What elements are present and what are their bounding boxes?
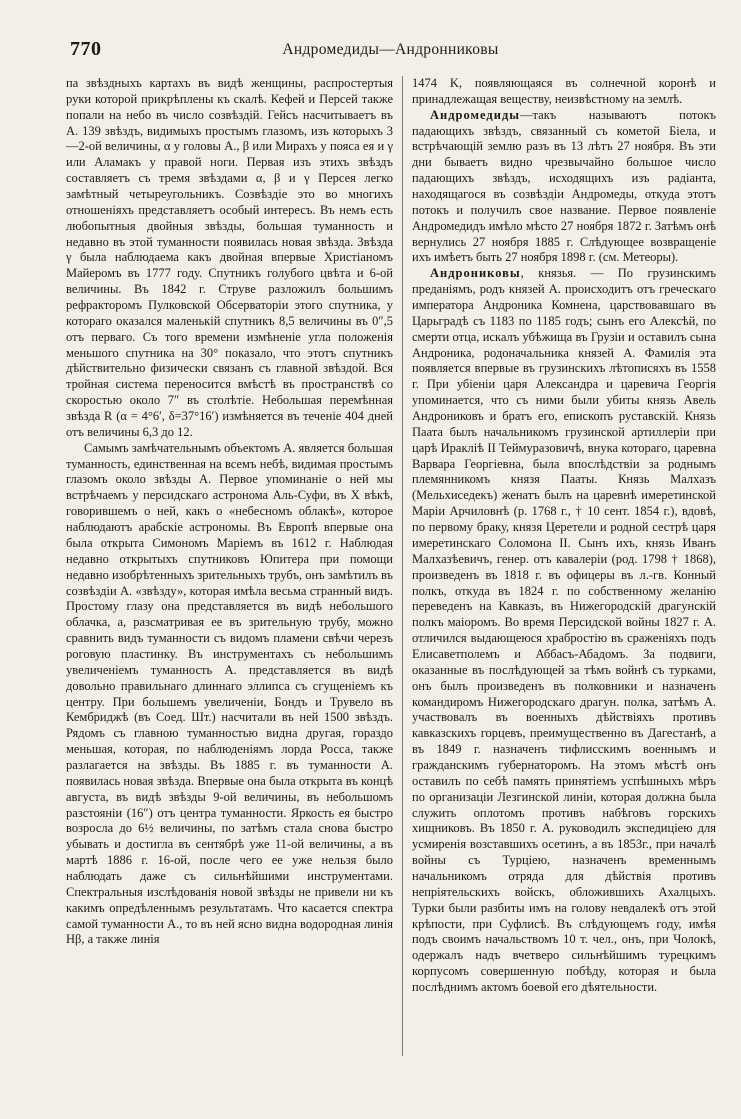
entry-text-andronikovs: , князья. — По грузинскимъ преданіямъ, родъ князей А. происходитъ отъ греческаго императора Андроника Комнена, царствовавшаго въ Царьградѣ съ 1183 по 1185 годъ; сынъ его Алексѣй, по смерти отца, искалъ убѣжища въ Грузіи и оставилъ сына Андроника, родоначальника князей А. Фамилія эта появляется впервые въ грузинскихъ лѣтописяхъ въ 1558 г. При убіеніи царя Александра и царевича Георгія упоминается, что съ ними были убиты князь Авель Андрониковъ и братъ его, епископъ руставскій. Князь Паата былъ начальникомъ грузинской артиллеріи при царѣ Иракліѣ II Теймуразовичѣ, внука котораго, царевна Варвара Георгіевна, была впослѣдствіи за роднымъ племянникомъ князя Пааты. Князь Малхазъ (Мельхиседекъ) женатъ былъ на царевнѣ имеретинской Маріи Арчиловнѣ (р. 1768 г., † 10 сент. 1854 г.), вдовѣ, по первому браку, князя Церетели и родной сестрѣ царя имеретинскаго Соломона II. Сынъ ихъ, князь Иванъ Малхазѣевичъ, генер. отъ кавалеріи (род. 1798 † 1868), произведенъ въ 1818 г. въ офицеры въ л.-гв. Конный полкъ, откуда въ 1824 г. по собственному желанію переведенъ на Кавказъ, въ Нижегородскій драгунскій полкъ маіоромъ. Во время Персидской войны 1827 г. А. отличился выдающеюся храбростію въ сраженіяхъ подъ Елисаветполемъ и Аббасъ-Абадомъ. За подвиги, оказанные въ послѣдующей за тѣмъ войнѣ съ турками, онъ былъ произведенъ въ полковники и назначенъ командиромъ Нижегородскаго драгун. полка, затѣмъ А. участвовалъ въ военныхъ дѣйствіяхъ противъ кавказскихъ горцевъ, преимущественно въ Дагестанѣ, а въ 1849 г. назначенъ тифлисскимъ военнымъ и гражданскимъ губернаторомъ. На этомъ мѣстѣ онъ оставилъ по себѣ память принятіемъ успѣшныхъ мѣръ по организаціи Лезгинской линіи, которая должна была служить оплотомъ противъ набѣговъ горскихъ хищниковъ. Въ 1850 г. А. руководилъ экспедиціею для усмиренія возставшихъ осетинъ, а въ 1853г., при началѣ войны съ Турціею, назначенъ временнымъ начальникомъ отряда для дѣйствія противъ непріятельскихъ войскъ, обложившихъ Ахалцыхъ. Турки были разбиты имъ на голову невдалекѣ отъ этой крѣпости, при Суфлисѣ. Въ слѣдующемъ году, имѣя подъ своимъ начальствомъ 10 т. чел., онъ, при Чолокѣ, одержалъ надъ вчетверо сильнѣйшимъ турецкимъ корпусомъ совершенную побѣду, которая и была послѣднимъ актомъ боевой его дѣятельности. xyxy=(412,266,716,994)
running-title: Андромедиды—Андронниковы xyxy=(282,41,499,58)
right-column xyxy=(412,76,716,996)
entry-text-andromedids: —такъ называютъ потокъ падающихъ звѣздъ, связанный съ кометой Біела, и встрѣчающій землю разъ въ 13 лѣтъ 27 ноября. Въ эти дни бываетъ видно чрезвычайно большое число падающихъ звѣздъ, исходящихъ изъ радіанта, находящагося въ созвѣздіи Андромеды, откуда этотъ потокъ и получилъ свое название. Первое появленіе Андромедидъ имѣло мѣсто 27 ноября 1872 г. Затѣмъ онѣ вернулись 27 ноября 1885 г. Слѣдующее возвращеніе ихъ имѣетъ быть 27 ноября 1898 г. (см. Метеоры). xyxy=(412,107,716,265)
left-column xyxy=(66,76,393,948)
entry-term-andromedids: Андромедиды xyxy=(430,107,521,122)
page-number: 770 xyxy=(70,38,102,60)
entry-term-andronikovs: Андрониковы xyxy=(430,266,521,281)
paragraph-andromeda-stars: па звѣздныхъ картахъ въ видѣ женщины, распростертыя руки которой прикрѣплены къ скалѣ. Кефей и Персей также попали на небо въ число созвѣздій. Гейсъ насчитываетъ въ А. 139 звѣздъ, видимыхъ простымъ глазомъ, изъ которыхъ 3—2-ой величины, α у головы А., β или Мирахъ у пояса ея и γ или Аламакъ у правой ноги. Первая изъ этихъ звѣздъ составляетъ съ тремя звѣздами α, β и γ Персея легко замѣтный четыреугольникъ. Созвѣздіе это во многихъ отношеніяхъ представляетъ особый интересъ. Въ немъ есть любопытныя двойныя звѣзды, большая туманность и недавно въ этой туманности появилась новая звѣзда. Звѣзда γ была наблюдаема какъ двойная впервые Христіаномъ Майеромъ въ 1777 году. Спутникъ голубого цвѣта и 6-ой величины. Въ 1842 г. Струве разложилъ большимъ рефракторомъ Пулковской Обсерваторіи этого спутника, у котораго оказался маленькій спутникъ 8,5 величины въ 0″,5 отъ перваго. Съ того времени измѣненіе угла положенія меньшого спутника на 30° показало, что этотъ спутникъ дѣйствительно физически связанъ съ главной звѣздой. Вся тройная система переносится вмѣстѣ въ пространствѣ со скоростью около 7″ въ столѣтіе. Небольшая перемѣнная звѣзда R (α = 4°6′, δ=37°16′) измѣняется въ теченіе 404 дней отъ величины 6,3 до 12. xyxy=(66,76,393,439)
entry-andronikovs xyxy=(412,266,716,996)
column-divider xyxy=(402,76,403,1056)
paragraph-andromeda-nebula: Самымъ замѣчательнымъ объектомъ А. является большая туманность, единственная на всемъ небѣ, видимая простымъ глазомъ около звѣзды А. Первое упоминаніе о ней мы встрѣчаемъ у персидскаго астронома Аль-Суфи, въ X вѣкѣ, говорившемъ о ней, какъ о «небесномъ облакѣ», которое наблюдаютъ арабскіе астрономы. Въ Европѣ впервые она была открыта Симономъ Маріемъ въ 1612 г. Наблюдая недавно открытыхъ спутниковъ Юпитера при помощи недавно изобрѣтенныхъ зрительныхъ трубъ, онъ замѣтилъ въ созвѣздіи А. «звѣзду», которая имѣла весьма странный видъ. Простому глазу она представляется въ видѣ небольшого облачка, а, разсматривая ее въ зрительную трубу, можно сравнить видъ туманности съ видомъ пламени свѣчи черезъ роговую пластинку. Въ инструментахъ съ небольшимъ увеличеніемъ туманность А. представляется въ видѣ довольно правильнаго длиннаго эллипса съ сгущеніемъ къ центру. При большемъ увеличеніи, Бондъ и Трувело въ Кембриджѣ (въ Соед. Шт.) насчитали въ ней 1500 звѣздъ. Рядомъ съ главною туманностью видна другая, гораздо меньшая, которая, по наблюденіямъ лорда Росса, также разлагается на звѣзды. Въ 1885 г. въ туманности А. появилась новая звѣзда. Впервые она была открыта въ концѣ августа, въ видѣ звѣзды 9-ой величины, въ небольшомъ разстояніи (16″) отъ центра туманности. Яркость ея быстро возросла до 6½ величины, по затѣмъ стала снова быстро убывать и достигла въ сентябрѣ уже 11-ой величины, а въ мартѣ 1886 г. 16-ой, после чего ее уже нельзя было наблюдать даже съ сильнѣйшими инструментами. Спектральныя изслѣдованія новой звѣзды не привели ни къ какимъ опредѣленнымъ результатамъ. Что касается спектра самой туманности А., то въ ней ясно видна водородная линія Hβ, а также линія xyxy=(66,440,393,947)
paragraph-nebula-spectrum-end: 1474 K, появляющаяся въ солнечной коронѣ и принадлежащая веществу, неизвѣстному на землѣ. xyxy=(412,76,716,106)
entry-andromedids xyxy=(412,108,716,267)
page-header xyxy=(70,38,711,66)
